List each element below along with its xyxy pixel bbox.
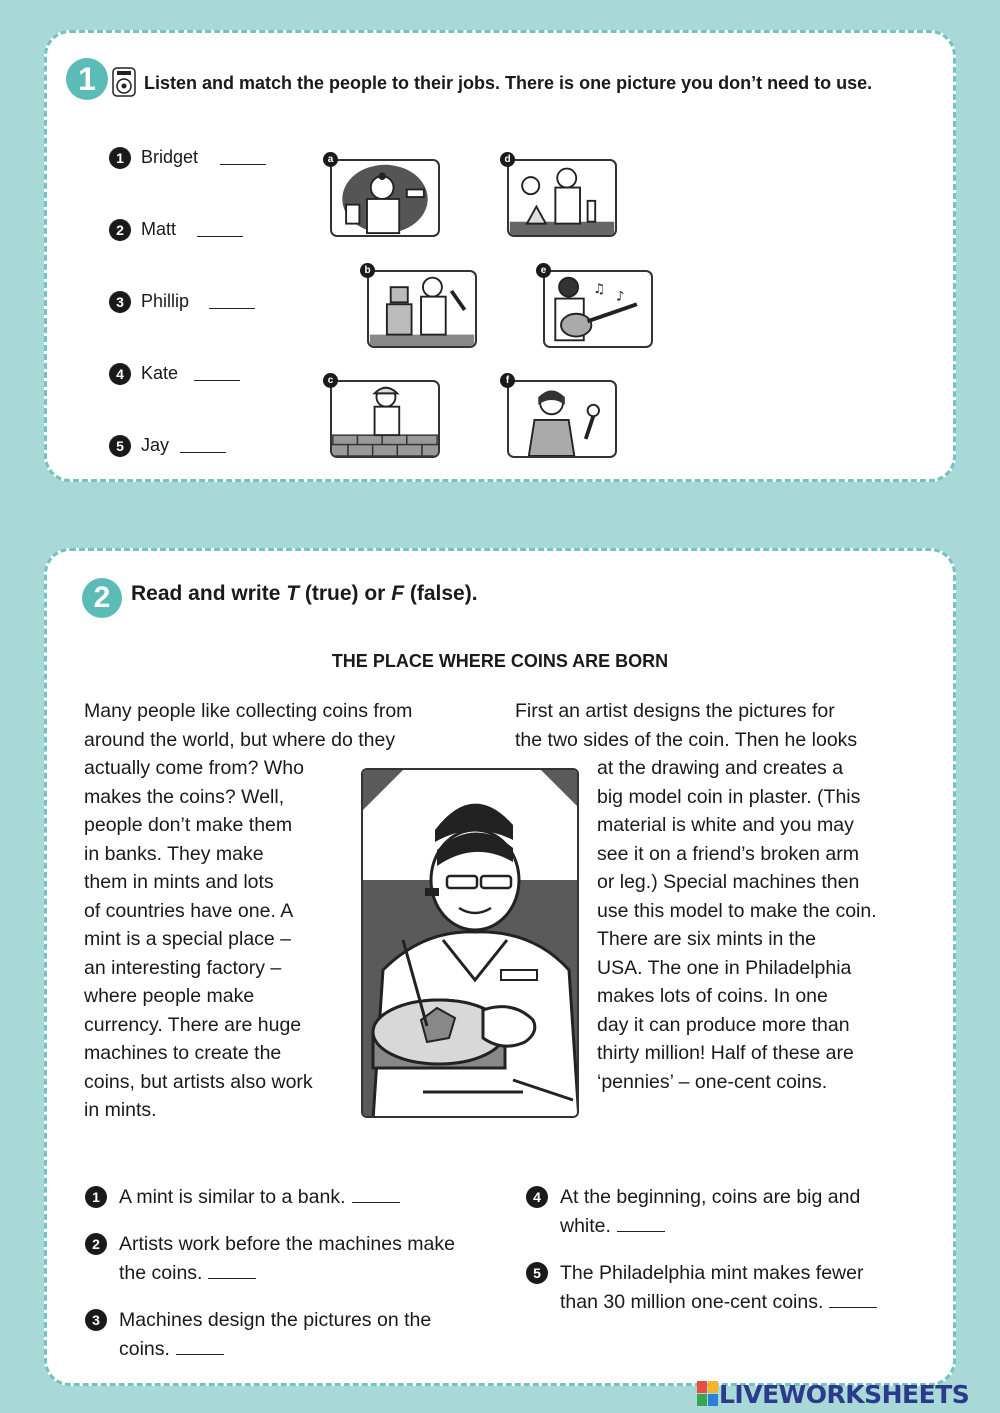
liveworksheets-logo-icon [697, 1381, 719, 1407]
person-2-number: 2 [109, 219, 131, 241]
picture-f-singer[interactable] [507, 380, 617, 458]
question-3-number: 3 [85, 1309, 107, 1331]
picture-a-doctor[interactable] [330, 159, 440, 237]
person-2-answer-blank[interactable] [197, 236, 243, 237]
exercise-1-number: 1 [66, 58, 108, 100]
exercise-2-number: 2 [82, 578, 122, 618]
person-5-number: 5 [109, 435, 131, 457]
question-5-answer-blank[interactable] [829, 1307, 877, 1308]
picture-d-tag: d [500, 152, 515, 167]
person-4-name: Kate [141, 363, 179, 383]
person-4-answer-blank[interactable] [194, 380, 240, 381]
picture-f-tag: f [500, 373, 515, 388]
reading-left-column: Many people like collecting coins from around the world, but where do they actually come from? Who makes the coins? Well, people don’t make them in banks. They make them in mints and lots of countries have one. A mint is a special place – an interesting factory – where people make currency. There are huge machines to create the coins, but artists also work in mints. [84, 700, 413, 1121]
liveworksheets-logo-text: LIVEWORKSHEETS [719, 1379, 970, 1409]
question-2-answer-blank[interactable] [208, 1278, 256, 1279]
question-4-text: At the beginning, coins are big and white. [560, 1186, 861, 1237]
person-4-number: 4 [109, 363, 131, 385]
reading-title: THE PLACE WHERE COINS ARE BORN [331, 651, 669, 671]
picture-b-tag: b [360, 263, 375, 278]
person-5-name: Jay [141, 435, 170, 455]
question-1-answer-blank[interactable] [352, 1202, 400, 1203]
reading-right-top: First an artist designs the pictures for the two sides of the coin. Then he looks [515, 700, 858, 751]
question-1-number: 1 [85, 1186, 107, 1208]
exercise-2-instruction: Read and write T (true) or F (false). [131, 582, 478, 605]
person-1-name: Bridget [141, 147, 199, 167]
picture-a-tag: a [323, 152, 338, 167]
picture-c-builder[interactable] [330, 380, 440, 458]
liveworksheets-logo[interactable] [697, 1380, 969, 1408]
picture-e-musician[interactable] [543, 270, 653, 348]
question-3-answer-blank[interactable] [176, 1354, 224, 1355]
question-3-text: Machines design the pictures on the coins. [119, 1309, 432, 1360]
question-5-number: 5 [526, 1262, 548, 1284]
person-1-number: 1 [109, 147, 131, 169]
question-4-answer-blank[interactable] [617, 1231, 665, 1232]
picture-d-scientist[interactable] [507, 159, 617, 237]
svg-text:♪: ♪ [616, 289, 625, 305]
exercise-1-instruction: Listen and match the people to their jobs. There is one picture you don’t need to use. [144, 73, 873, 93]
svg-text:♫: ♫ [593, 281, 606, 297]
person-3-name: Phillip [141, 291, 190, 311]
person-5-answer-blank[interactable] [180, 452, 226, 453]
coin-artist-illustration [361, 768, 579, 1118]
question-2-number: 2 [85, 1233, 107, 1255]
person-2-name: Matt [141, 219, 177, 239]
question-2-text: Artists work before the machines make the coins. [119, 1233, 455, 1284]
question-1-text: A mint is similar to a bank. [119, 1183, 400, 1212]
person-3-answer-blank[interactable] [209, 308, 255, 309]
person-1-answer-blank[interactable] [220, 164, 266, 165]
question-4-number: 4 [526, 1186, 548, 1208]
picture-e-tag: e [536, 263, 551, 278]
question-5-text: The Philadelphia mint makes fewer than 30 million one-cent coins. [560, 1259, 877, 1317]
audio-cd-icon[interactable] [112, 67, 136, 97]
picture-c-tag: c [323, 373, 338, 388]
picture-b-engineer[interactable] [367, 270, 477, 348]
exercise-1-panel [44, 30, 956, 482]
person-3-number: 3 [109, 291, 131, 313]
reading-right-column: at the drawing and creates a big model coin in plaster. (This material is white and you may see it on a friend’s broken arm or leg.) Special machines then use this model to make the coin. There are six mints in the USA. The one in Philadelphia makes lots of coins. In one day it can produce more than thirty million! Half of these are ‘pennies’ – one-cent coins. [597, 757, 877, 1093]
